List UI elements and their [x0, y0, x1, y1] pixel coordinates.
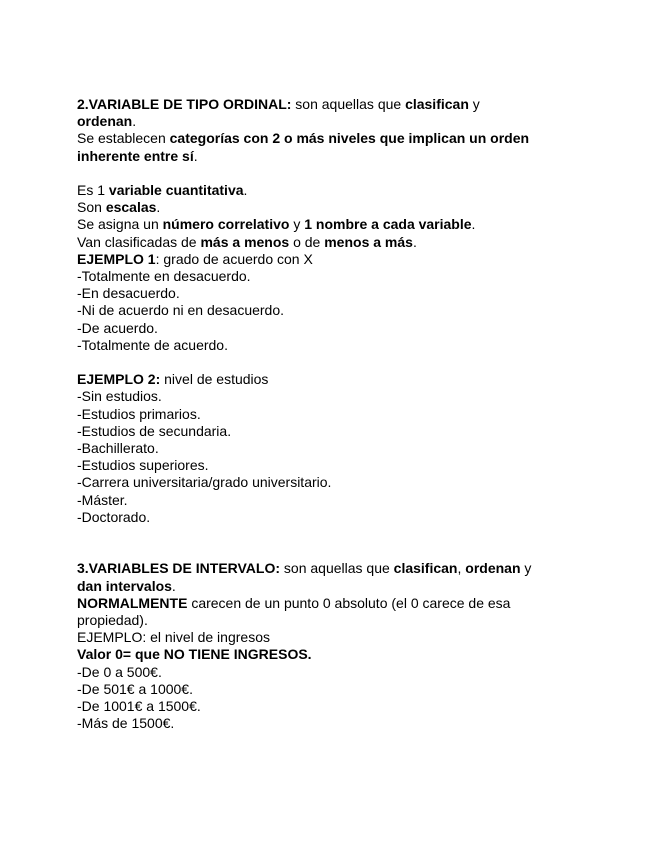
list-item: -Sin estudios. — [77, 388, 162, 405]
section3-line-5 — [77, 629, 577, 646]
document-page — [77, 96, 577, 732]
text: Son — [77, 199, 106, 216]
section3-line-2 — [77, 578, 577, 595]
bold-text: variable cuantitativa — [108, 182, 244, 198]
section2-line-3 — [77, 130, 577, 147]
text: son aquellas que — [280, 560, 394, 577]
blank-line — [77, 354, 577, 371]
list-item: -Estudios de secundaria. — [77, 422, 232, 439]
bold-text: más a menos — [200, 233, 290, 250]
text: y — [289, 216, 305, 233]
text: carecen de un punto 0 absoluto (el 0 carece de esa — [187, 594, 511, 611]
text: . — [171, 577, 176, 594]
text: . — [471, 216, 476, 233]
text: y — [520, 560, 532, 577]
text: . — [243, 182, 248, 198]
text: . — [156, 199, 161, 216]
list-item: -Ni de acuerdo ni en desacuerdo. — [77, 302, 285, 319]
list-item: -Estudios superiores. — [77, 457, 209, 474]
list-item: -Estudios primarios. — [77, 405, 201, 422]
section3-title: 3.VARIABLES DE INTERVALO: — [77, 560, 281, 577]
text: son aquellas que — [291, 96, 406, 112]
section2-heading-line — [77, 96, 577, 113]
section3-line-4 — [77, 612, 577, 629]
section2-line-4 — [77, 148, 577, 165]
list-item: -Totalmente de acuerdo. — [77, 336, 228, 353]
bold-text: clasifican — [393, 560, 458, 577]
list-item: -Doctorado. — [77, 508, 151, 525]
section2-line-6 — [77, 199, 577, 216]
list-item: -De 0 a 500€. — [77, 663, 162, 680]
list-item: -Máster. — [77, 491, 128, 508]
example2-heading — [77, 371, 577, 388]
text: o de — [289, 233, 325, 250]
text: nivel de estudios — [160, 371, 269, 388]
list-item: -Carrera universitaria/grado universitario. — [77, 474, 332, 491]
bold-text: Valor 0= que NO TIENE INGRESOS. — [77, 646, 312, 663]
blank-line — [77, 165, 577, 182]
bold-text: 1 nombre a cada variable — [304, 216, 472, 233]
bold-text: dan intervalos — [77, 577, 172, 594]
list-item: -Bachillerato. — [77, 440, 159, 457]
list-item: -En desacuerdo. — [77, 285, 180, 302]
text: Se establecen — [77, 130, 170, 147]
section2-line-8 — [77, 234, 577, 251]
list-item: -De 1001€ a 1500€. — [77, 698, 201, 715]
section3-line-3 — [77, 595, 577, 612]
text: Es 1 — [77, 182, 109, 198]
bold-text: número correlativo — [162, 216, 290, 233]
bold-text: ordenan — [465, 560, 521, 577]
bold-text: EJEMPLO 1 — [77, 250, 156, 267]
text: EJEMPLO: el nivel de ingresos — [77, 629, 270, 646]
section3-heading-line — [77, 560, 577, 577]
section2-line-2 — [77, 113, 577, 130]
list-item: -Más de 1500€. — [77, 715, 175, 732]
text: y — [468, 96, 480, 112]
text: . — [412, 233, 417, 250]
section2-title: 2.VARIABLE DE TIPO ORDINAL: — [77, 96, 292, 112]
section2-line-5 — [77, 182, 577, 199]
text: : grado de acuerdo con X — [155, 250, 313, 267]
text: , — [457, 560, 466, 577]
example1-heading — [77, 251, 577, 268]
section2-line-7 — [77, 216, 577, 233]
bold-text: categorías con 2 o más niveles que implican un orden — [169, 130, 530, 147]
section3-line-6 — [77, 646, 577, 663]
text: Van clasificadas de — [77, 233, 201, 250]
text: . — [193, 147, 198, 164]
list-item: -Totalmente en desacuerdo. — [77, 268, 251, 285]
bold-text: menos a más — [324, 233, 413, 250]
bold-text: inherente entre sí — [77, 147, 194, 164]
text: propiedad). — [77, 612, 148, 629]
blank-lines — [77, 526, 577, 560]
bold-text: EJEMPLO 2: — [77, 371, 161, 388]
bold-text: NORMALMENTE — [77, 594, 188, 611]
text: . — [132, 113, 137, 130]
text: Se asigna un — [77, 216, 163, 233]
bold-text: escalas — [105, 199, 157, 216]
list-item: -De acuerdo. — [77, 319, 158, 336]
bold-text: clasifican — [405, 96, 469, 112]
list-item: -De 501€ a 1000€. — [77, 680, 193, 697]
bold-text: ordenan — [77, 113, 133, 130]
